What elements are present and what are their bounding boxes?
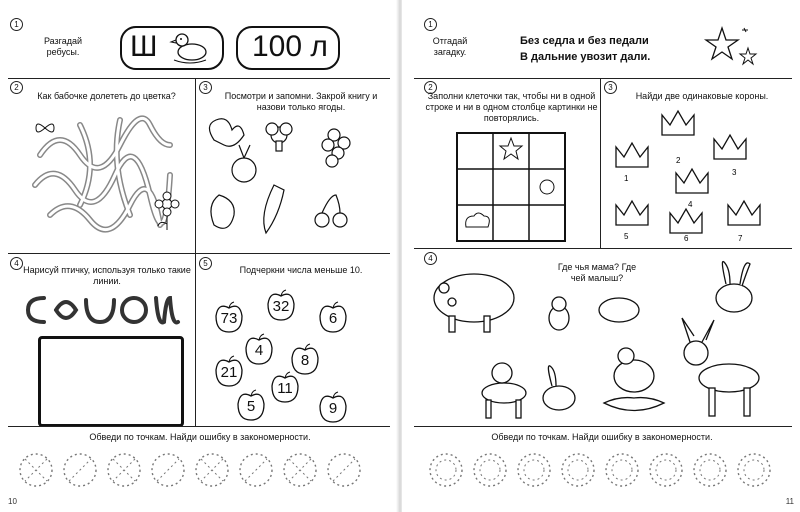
rebus-text: 100 л <box>252 30 328 63</box>
sun-icon <box>540 180 554 194</box>
divider <box>414 248 792 249</box>
task-number: 3 <box>199 81 212 94</box>
nest-icon <box>604 398 664 411</box>
divider <box>600 78 601 248</box>
rebus-box-2 <box>236 26 340 70</box>
crown-icon[interactable] <box>714 135 746 177</box>
line-samples <box>24 292 194 332</box>
footer-instruction: Обведи по точкам. Найди ошибку в закономерности. <box>89 432 311 442</box>
stars-icon <box>702 22 762 72</box>
divider <box>8 253 390 254</box>
riddle-line: В дальние увозит дали. <box>520 51 651 63</box>
task-instruction: Заполни клеточки так, чтобы ни в одной строке и ни в одном столбце картинки не повторялись. <box>425 91 598 123</box>
divider <box>8 426 390 427</box>
crown-number: 1 <box>624 174 629 183</box>
apple-number[interactable] <box>214 302 244 332</box>
drawing-area[interactable] <box>38 336 184 427</box>
riddle-line: Без седла и без педали <box>520 35 649 47</box>
bunny-icon <box>543 386 575 410</box>
apple-number[interactable] <box>318 302 348 332</box>
crown-number: 2 <box>676 156 681 165</box>
task-instruction: Где чья мама? Где чей малыш? <box>557 262 637 283</box>
footer-instruction: Обведи по точкам. Найди ошибку в закономерности. <box>491 432 713 442</box>
apple-number-label: 6 <box>328 310 338 327</box>
divider <box>195 78 196 426</box>
apple-number-label: 8 <box>300 352 310 369</box>
apple-number-label: 4 <box>254 342 264 359</box>
crown-number: 7 <box>738 234 743 243</box>
task-instruction: Отгадай загадку. <box>432 36 468 57</box>
vegetable-icon <box>209 119 244 147</box>
animals-illustration <box>424 258 794 428</box>
crown-icon[interactable] <box>662 111 694 165</box>
apple-number[interactable] <box>244 334 274 364</box>
apple-number-label: 11 <box>277 380 293 397</box>
right-page <box>402 0 800 512</box>
butterfly-icon <box>34 120 56 136</box>
tracing-circle[interactable] <box>694 454 726 486</box>
apple-number-label: 32 <box>272 298 290 315</box>
beet-icon <box>232 158 256 182</box>
hen-icon <box>614 360 654 392</box>
task-instruction: Как бабочке долететь до цветка? <box>37 91 176 101</box>
apple-number-label: 21 <box>220 364 238 381</box>
piglet-icon <box>599 298 639 322</box>
page-number: 10 <box>8 497 17 506</box>
tracing-circle[interactable] <box>606 454 638 486</box>
tracing-circle[interactable] <box>430 454 462 486</box>
crown-number: 3 <box>732 168 737 177</box>
crown-icon[interactable] <box>728 201 760 243</box>
divider <box>414 78 792 79</box>
task-instruction: Разгадай ребусы. <box>43 36 83 57</box>
food-pictures <box>204 115 384 245</box>
task-number: 1 <box>10 18 23 31</box>
tracing-pattern-row[interactable] <box>426 450 796 490</box>
apple-number[interactable] <box>236 390 266 420</box>
apple-number-label: 73 <box>220 310 238 327</box>
apple-number[interactable] <box>266 290 296 320</box>
task-number: 2 <box>10 81 23 94</box>
task-number: 2 <box>424 81 437 94</box>
flower-icon <box>152 192 182 232</box>
apple-number-label: 9 <box>328 400 338 417</box>
apple-number[interactable] <box>290 344 320 374</box>
duck-icon <box>170 30 210 66</box>
tracing-circle[interactable] <box>650 454 682 486</box>
task-instruction: Найди две одинаковые короны. <box>635 91 769 101</box>
crown-icon[interactable] <box>616 143 648 183</box>
tracing-circle[interactable] <box>474 454 506 486</box>
crown-number: 4 <box>688 200 693 209</box>
tracing-circle[interactable] <box>738 454 770 486</box>
crown-icon[interactable] <box>616 201 648 241</box>
page-number: 11 <box>785 497 794 506</box>
divider <box>414 426 792 427</box>
crown-icon[interactable] <box>676 169 708 209</box>
task-instruction: Подчеркни числа меньше 10. <box>239 265 363 275</box>
crowns-group <box>606 105 796 245</box>
crown-number: 6 <box>684 234 689 243</box>
apple-number-label: 5 <box>246 398 256 415</box>
task-instruction: Посмотри и запомни. Закрой книгу и назови только ягоды. <box>224 91 378 112</box>
divider <box>8 78 390 79</box>
apple-number[interactable] <box>318 392 348 422</box>
task-number: 3 <box>604 81 617 94</box>
pig-icon <box>434 274 514 322</box>
task-number: 5 <box>199 257 212 270</box>
tracing-circle[interactable] <box>562 454 594 486</box>
apple-number[interactable] <box>270 372 300 402</box>
sudoku-grid[interactable] <box>456 132 566 242</box>
apple-number[interactable] <box>214 356 244 386</box>
rebus-box-1 <box>120 26 224 70</box>
task-number: 4 <box>424 252 437 265</box>
crown-number: 5 <box>624 232 629 241</box>
tracing-circle[interactable] <box>518 454 550 486</box>
rebus-letter: Ш <box>130 30 158 63</box>
task-instruction: Нарисуй птичку, используя только такие линии. <box>23 265 191 286</box>
tracing-pattern-row[interactable] <box>16 450 386 490</box>
crown-icon[interactable] <box>670 209 702 243</box>
rabbit-icon <box>716 284 752 312</box>
task-number: 1 <box>424 18 437 31</box>
left-page <box>0 0 398 512</box>
task-number: 4 <box>10 257 23 270</box>
